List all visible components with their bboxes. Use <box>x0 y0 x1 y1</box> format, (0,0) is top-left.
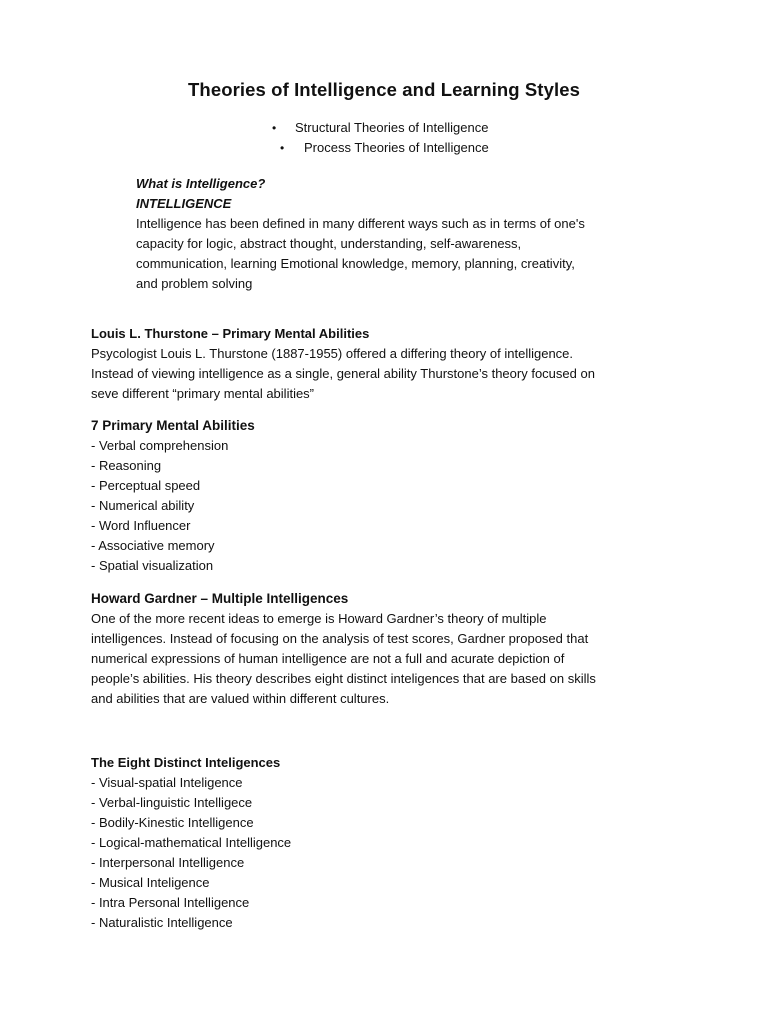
section-heading: Howard Gardner – Multiple Intelligences <box>91 591 349 606</box>
list-item: - Musical Inteligence <box>91 875 210 890</box>
bullet-text: Process Theories of Intelligence <box>304 140 489 155</box>
paragraph-line: intelligences. Instead of focusing on the analysis of test scores, Gardner proposed that <box>91 631 589 646</box>
paragraph-line: and abilities that are valued within different cultures. <box>91 691 390 706</box>
intro-line: communication, learning Emotional knowledge, memory, planning, creativity, <box>136 256 575 271</box>
section-heading: 7 Primary Mental Abilities <box>91 418 255 433</box>
bullet-item <box>0 138 768 158</box>
paragraph-line: Psycologist Louis L. Thurstone (1887-1955) offered a differing theory of intelligence. <box>91 346 574 361</box>
list-item: - Numerical ability <box>91 498 195 513</box>
list-item: - Intra Personal Intelligence <box>91 895 250 910</box>
paragraph-line: One of the more recent ideas to emerge is Howard Gardner’s theory of multiple <box>91 611 547 626</box>
intro-question: What is Intelligence? <box>136 176 266 191</box>
eight-intelligences-section <box>91 753 691 933</box>
intro-line: Intelligence has been defined in many different ways such as in terms of one's <box>136 216 585 231</box>
bullet-item <box>0 118 768 138</box>
intro-line: capacity for logic, abstract thought, understanding, self-awareness, <box>136 236 522 251</box>
list-item: - Verbal-linguistic Intelligece <box>91 795 253 810</box>
section-heading: Louis L. Thurstone – Primary Mental Abilities <box>91 326 370 341</box>
paragraph-line: seve different “primary mental abilities” <box>91 386 315 401</box>
paragraph-line: Instead of viewing intelligence as a single, general ability Thurstone’s theory focused on <box>91 366 595 381</box>
page-title: Theories of Intelligence and Learning Styles <box>188 79 580 100</box>
list-item: - Perceptual speed <box>91 478 201 493</box>
list-item: - Bodily-Kinestic Intelligence <box>91 815 254 830</box>
list-item: - Word Influencer <box>91 518 191 533</box>
intro-section <box>136 174 676 294</box>
list-item: - Verbal comprehension <box>91 438 229 453</box>
list-item: - Spatial visualization <box>91 558 214 573</box>
list-item: - Visual-spatial Inteligence <box>91 775 243 790</box>
gardner-section <box>91 589 691 709</box>
list-item: - Logical-mathematical Intelligence <box>91 835 292 850</box>
bullet-icon: • <box>280 141 285 155</box>
list-item: - Associative memory <box>91 538 215 553</box>
list-item: - Naturalistic Intelligence <box>91 915 233 930</box>
paragraph-line: numerical expressions of human intelligence are not a full and acurate depiction of <box>91 651 565 666</box>
section-heading: The Eight Distinct Inteligences <box>91 755 281 770</box>
bullet-text: Structural Theories of Intelligence <box>295 120 489 135</box>
list-item: - Reasoning <box>91 458 162 473</box>
bullet-icon: • <box>272 121 277 135</box>
intro-line: and problem solving <box>136 276 253 291</box>
thurstone-section <box>91 324 691 404</box>
primary-abilities-section <box>91 416 691 576</box>
paragraph-line: people’s abilities. His theory describes eight distinct inteligences that are based on skills <box>91 671 596 686</box>
bullet-list <box>0 118 768 158</box>
intro-term: INTELLIGENCE <box>136 196 232 211</box>
list-item: - Interpersonal Intelligence <box>91 855 245 870</box>
